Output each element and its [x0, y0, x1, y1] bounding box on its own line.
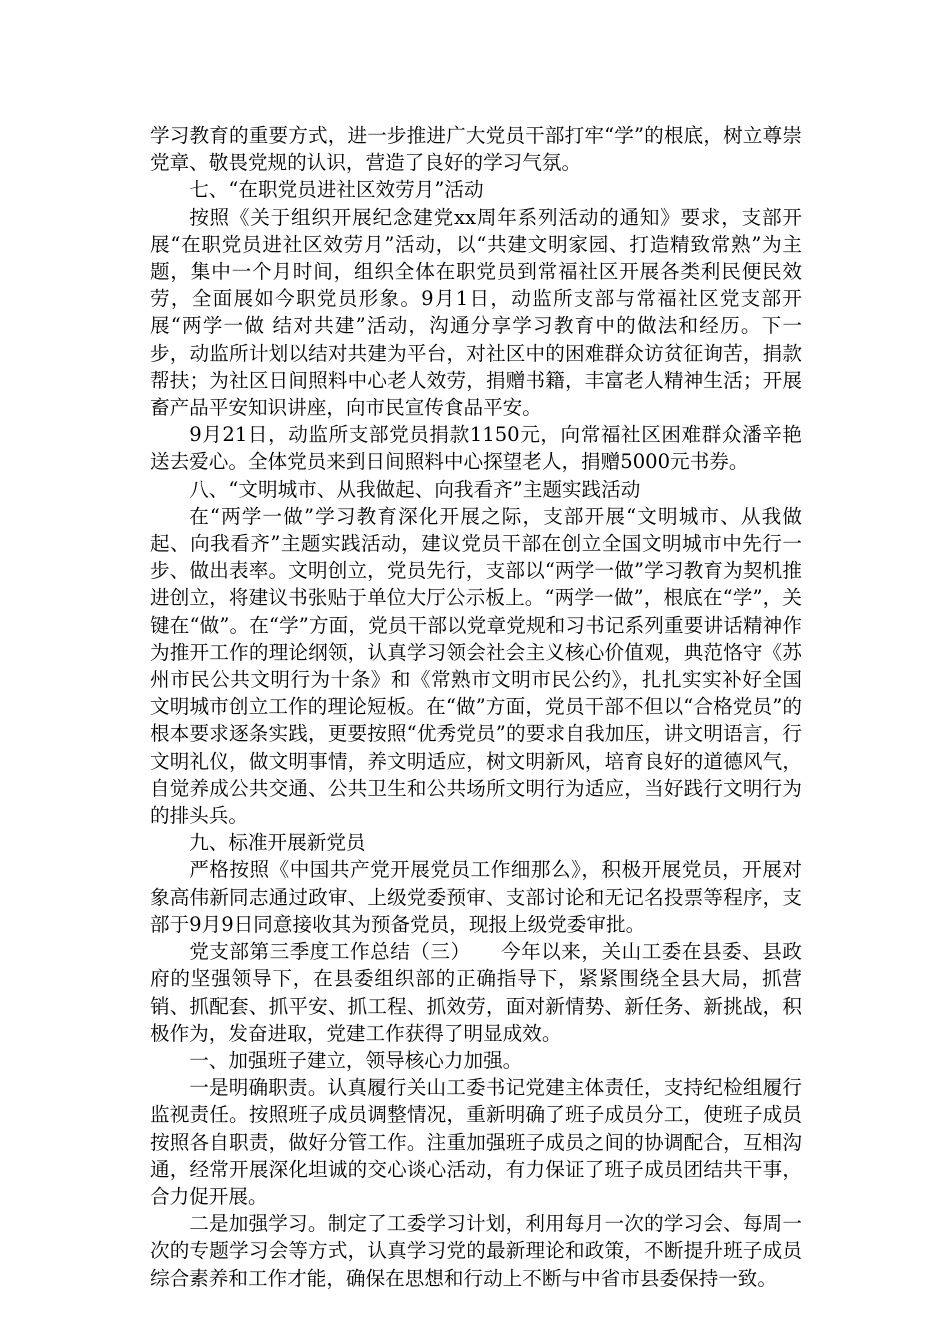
section-heading-1: 一、加强班子建立，领导核心力加强。 — [189, 1048, 523, 1072]
section-heading-8: 八、“文明城市、从我做起、向我看齐”主题实践活动 — [189, 477, 641, 501]
paragraph: 二是加强学习。制定了工委学习计划，利用每月一次的学习会、每周一次的专题学习会等方式，认真学习党的最新理论和政策，不断提升班子成员综合素养和工作才能，确保在思想和行动上不断与中省市县委保持一致。 — [150, 1212, 802, 1290]
paragraph-continuation: 学习教育的重要方式，进一步推进广大党员干部打牢“学”的根底，树立尊崇党章、敬畏党规的认识，营造了良好的学习气氛。 — [150, 124, 802, 175]
section-heading-9: 九、标准开展新党员 — [189, 831, 366, 855]
paragraph: 按照《关于组织开展纪念建党xx周年系列活动的通知》要求，支部开展“在职党员进社区效劳月”活动，以“共建文明家园、打造精致常熟”为主题，集中一个月时间，组织全体在职党员到常福社区开展各类利民便民效劳，全面展如今职党员形象。9月1日，动监所支部与常福社区党支部开展“两学一做 结对共建”活动，沟通分享学习教育中的做法和经历。下一步，动监所计划以结对共建为平台，对社区中的困难群众访贫征询苦，捐款帮扶；为社区日间照料中心老人效劳，捐赠书籍，丰富老人精神生活；开展畜产品平安知识讲座，向市民宣传食品平安。 — [150, 205, 802, 420]
paragraph: 党支部第三季度工作总结（三） 今年以来，关山工委在县委、县政府的坚强领导下，在县委组织部的正确指导下，紧紧围绕全县大局，抓营销、抓配套、抓平安、抓工程、抓效劳，面对新情势、新任务、新挑战，积极作为，发奋进取，党建工作获得了明显成效。 — [150, 940, 802, 1045]
paragraph: 严格按照《中国共产党开展党员工作细那么》，积极开展党员，开展对象高伟新同志通过政审、上级党委预审、支部讨论和无记名投票等程序，支部于9月9日同意接收其为预备党员，现报上级党委审批。 — [150, 858, 802, 936]
document-body — [150, 122, 802, 1292]
paragraph: 一是明确职责。认真履行关山工委书记党建主体责任，支持纪检组履行监视责任。按照班子成员调整情况，重新明确了班子成员分工，使班子成员按照各自职责，做好分管工作。注重加强班子成员之间的协调配合，互相沟通，经常开展深化坦诚的交心谈心活动，有力保证了班子成员团结共干事，合力促开展。 — [150, 1076, 802, 1208]
paragraph: 在“两学一做”学习教育深化开展之际，支部开展“文明城市、从我做起、向我看齐”主题实践活动，建议党员干部在创立全国文明城市中先行一步、做出表率。文明创立，党员先行，支部以“两学一做”学习教育为契机推进创立，将建议书张贴于单位大厅公示板上。“两学一做”，根底在“学”，关键在“做”。在“学”方面，党员干部以党章党规和习书记系列重要讲话精神作为推开工作的理论纲领，认真学习领会社会主义核心价值观，典范恪守《苏州市民公共文明行为十条》和《常熟市文明市民公约》，扎扎实实补好全国文明城市创立工作的理论短板。在“做”方面，党员干部不但以“合格党员”的根本要求逐条实践，更要按照“优秀党员”的要求自我加压，讲文明语言，行文明礼仪，做文明事情，养文明适应，树文明新风，培育良好的道德风气，自觉养成公共交通、公共卫生和公共场所文明行为适应，当好践行文明行为的排头兵。 — [150, 504, 802, 828]
section-heading-7: 七、“在职党员进社区效劳月”活动 — [189, 178, 484, 202]
paragraph: 9月21日，动监所支部党员捐款1150元，向常福社区困难群众潘辛艳送去爱心。全体党员来到日间照料中心探望老人，捐赠5000元书券。 — [150, 423, 802, 474]
